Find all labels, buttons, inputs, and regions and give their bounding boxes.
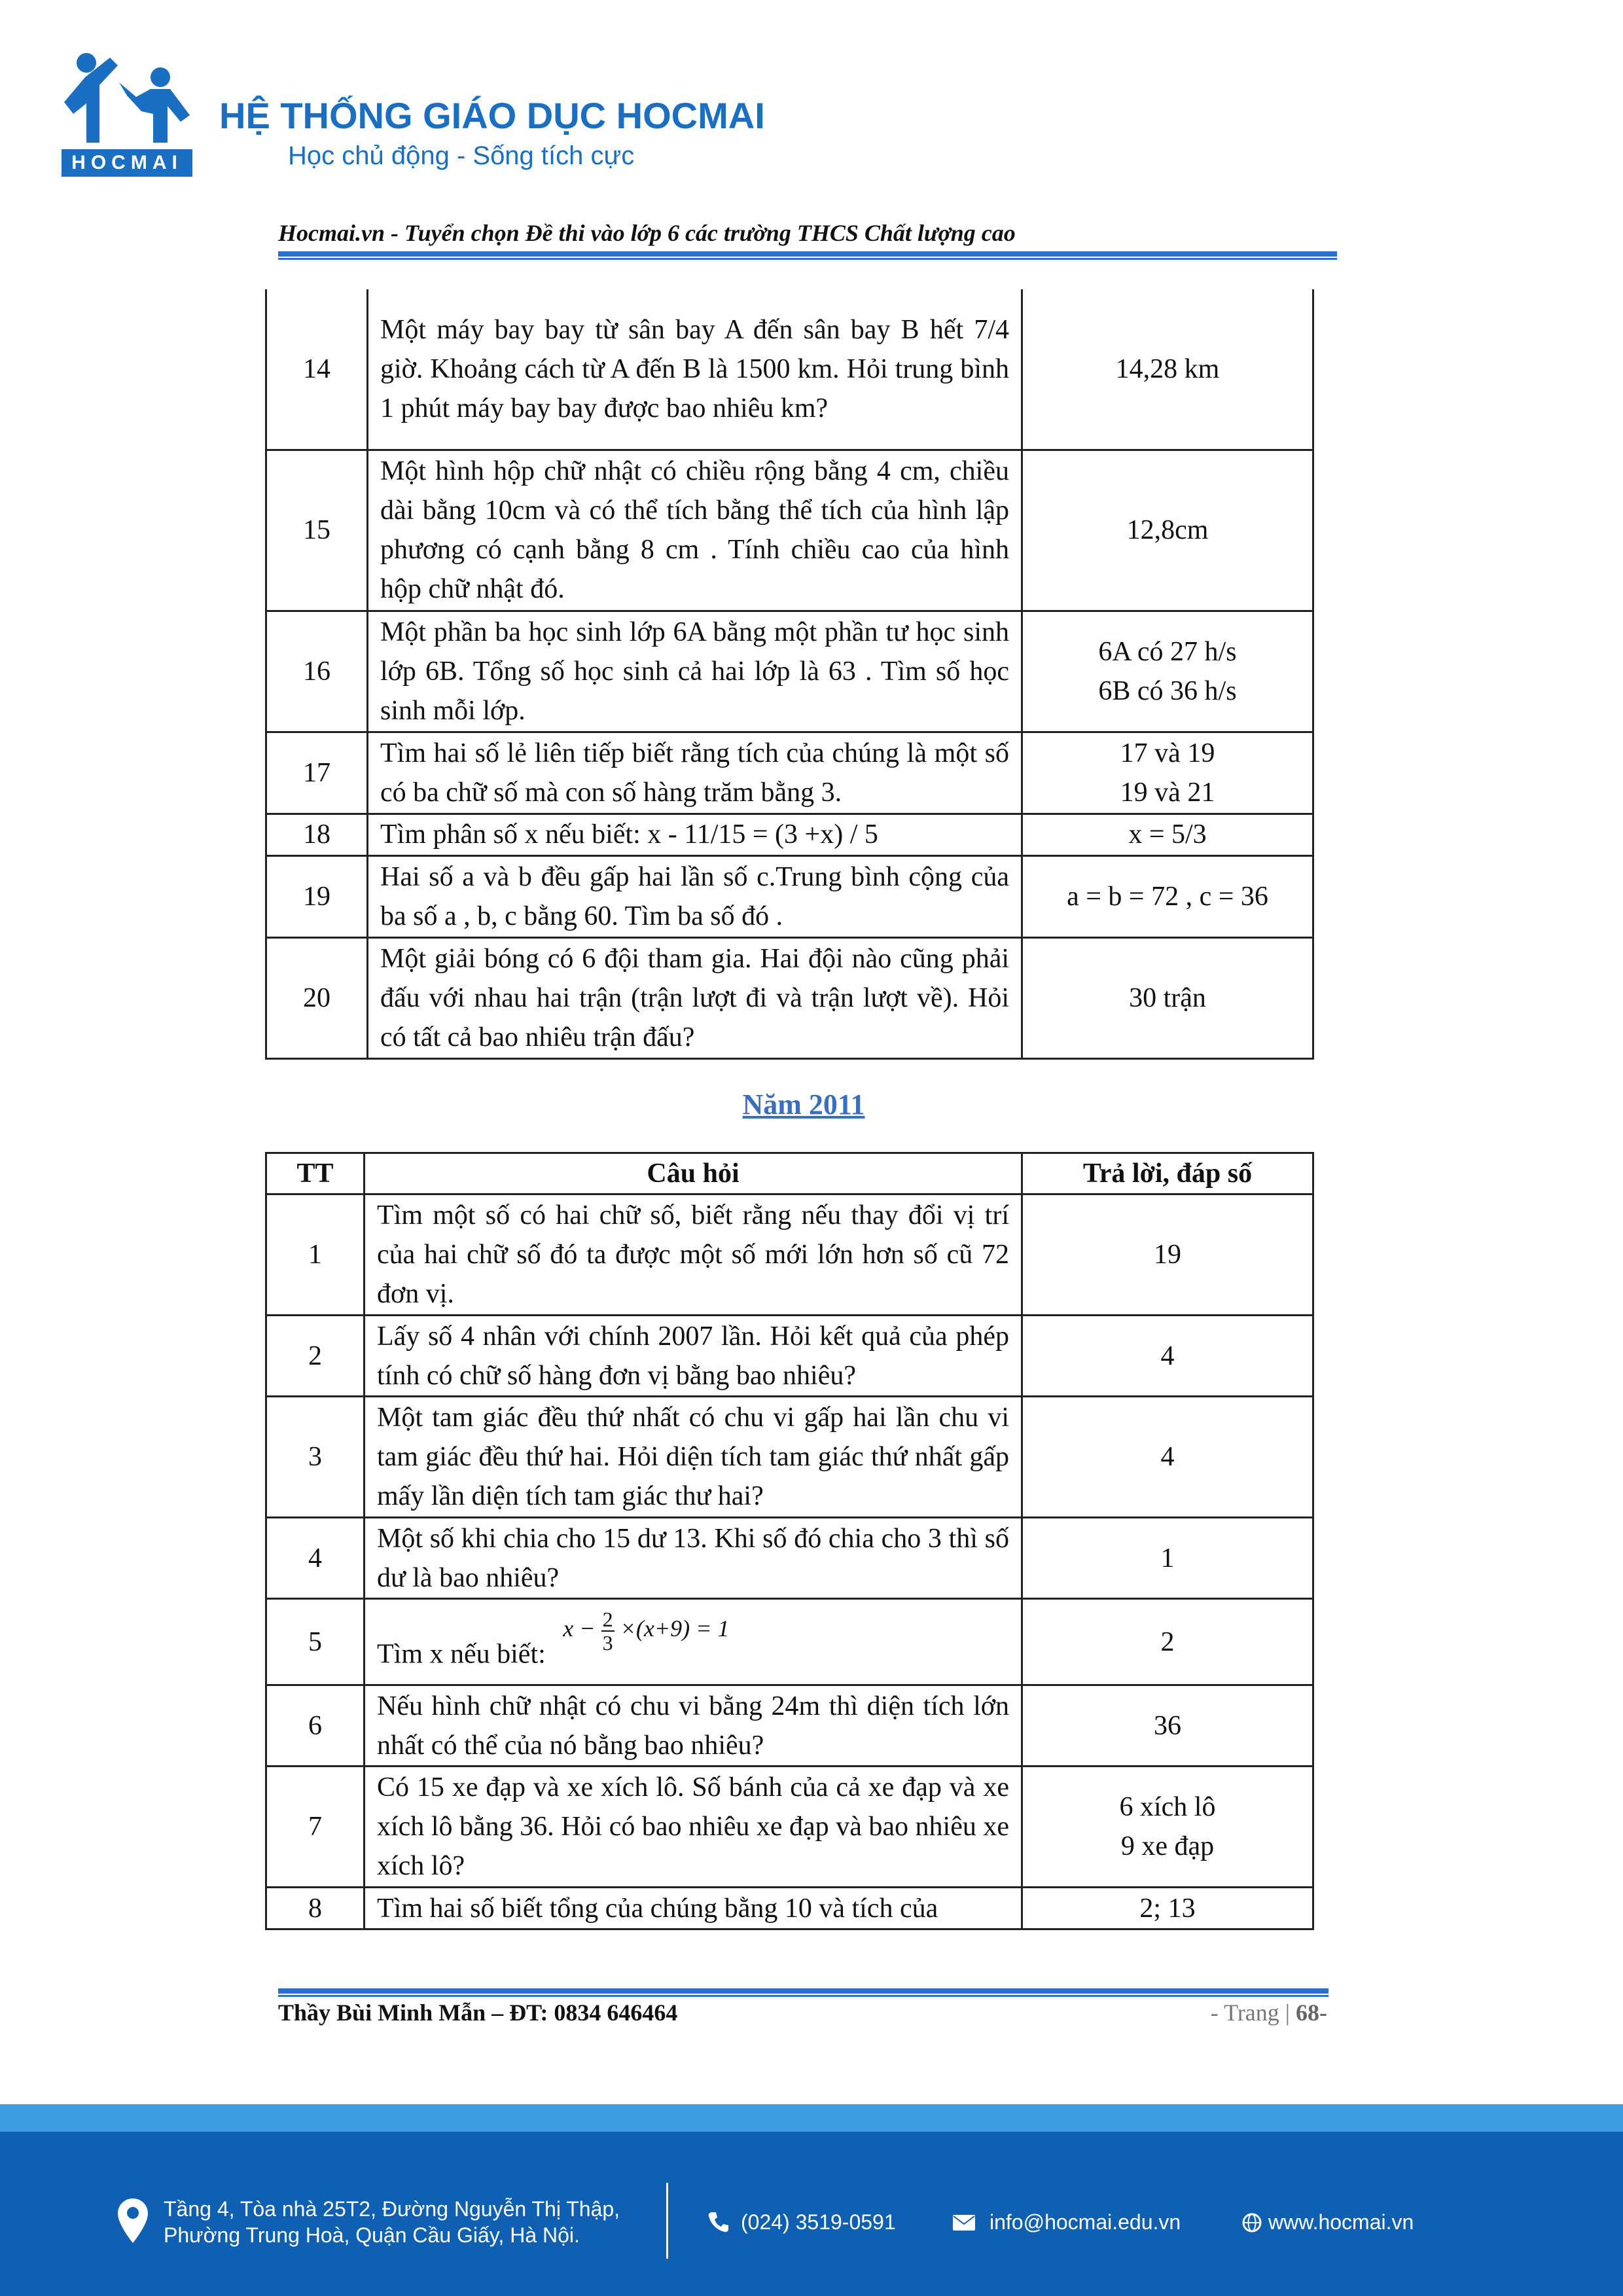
column-header-tt: TT bbox=[266, 1153, 365, 1194]
table-row bbox=[266, 1397, 1313, 1518]
question-text: Một máy bay bay từ sân bay A đến sân bay B hết 7/4 giờ. Khoảng cách từ A đến B là 1500 km. Hỏi trung bình 1 phút máy bay bay được bao nhiêu km? bbox=[368, 289, 1022, 450]
address-line-2: Phường Trung Hoà, Quận Cầu Giấy, Hà Nội. bbox=[164, 2223, 580, 2247]
answer-line: 2 bbox=[1160, 1626, 1175, 1657]
row-number: 14 bbox=[266, 289, 368, 450]
answer-line: 36 bbox=[1154, 1710, 1181, 1741]
answer-cell bbox=[1022, 450, 1313, 611]
answer-line: 19 bbox=[1154, 1240, 1181, 1270]
row-number: 1 bbox=[266, 1194, 365, 1316]
email-address: info@hocmai.edu.vn bbox=[990, 2210, 1181, 2234]
answer-line: 4 bbox=[1160, 1442, 1175, 1472]
answer-line: 6B có 36 h/s bbox=[1098, 675, 1237, 706]
row-number: 8 bbox=[266, 1888, 365, 1929]
answer-cell bbox=[1022, 1767, 1313, 1888]
footer-band-light bbox=[0, 2104, 1623, 2132]
answer-line: 19 và 21 bbox=[1120, 777, 1215, 808]
question-cell bbox=[365, 1599, 1022, 1685]
answer-line: 2; 13 bbox=[1139, 1893, 1196, 1924]
formula-rhs: ×(x+9) = 1 bbox=[620, 1615, 730, 1642]
brand-title: HỆ THỐNG GIÁO DỤC HOCMAI bbox=[219, 95, 765, 136]
footer-rule bbox=[278, 1988, 1329, 1994]
globe-icon bbox=[1242, 2213, 1262, 2233]
brand-header bbox=[59, 51, 975, 182]
answer-line: 30 trận bbox=[1129, 982, 1206, 1013]
row-number: 7 bbox=[266, 1767, 365, 1888]
table-row bbox=[266, 450, 1313, 611]
row-number: 16 bbox=[266, 611, 368, 732]
footer-divider bbox=[666, 2183, 668, 2259]
row-number: 19 bbox=[266, 855, 368, 937]
row-number: 17 bbox=[266, 732, 368, 814]
question-text: Tìm một số có hai chữ số, biết rằng nếu thay đổi vị trí của hai chữ số đó ta được một số mới lớn hơn số cũ 72 đơn vị. bbox=[365, 1194, 1022, 1316]
location-pin-icon bbox=[116, 2197, 149, 2244]
answer-line: 6 xích lô bbox=[1119, 1792, 1216, 1822]
footer-rule-thin bbox=[278, 1995, 1329, 1997]
row-number: 3 bbox=[266, 1397, 365, 1518]
question-text: Một giải bóng có 6 đội tham gia. Hai đội nào cũng phải đấu với nhau hai trận (trận lượt đi và trận lượt về). Hỏi có tất cả bao nhiêu trận đấu? bbox=[368, 937, 1022, 1058]
answer-line: 9 xe đạp bbox=[1120, 1831, 1215, 1861]
question-text: Tìm x nếu biết: bbox=[377, 1639, 546, 1670]
table-row bbox=[266, 855, 1313, 937]
answer-cell bbox=[1022, 289, 1313, 450]
page-prefix: - Trang | bbox=[1210, 2000, 1296, 2026]
question-text: Hai số a và b đều gấp hai lần số c.Trung bình cộng của ba số a , b, c bằng 60. Tìm ba số đó . bbox=[368, 855, 1022, 937]
qa-table-2011 bbox=[265, 1152, 1314, 1930]
question-text: Một số khi chia cho 15 dư 13. Khi số đó chia cho 3 thì số dư là bao nhiêu? bbox=[365, 1518, 1022, 1599]
question-text: Một tam giác đều thứ nhất có chu vi gấp hai lần chu vi tam giác đều thứ hai. Hỏi diện tích tam giác thứ nhất gấp mấy lần diện tích tam giác thư hai? bbox=[365, 1397, 1022, 1518]
table-row bbox=[266, 1518, 1313, 1599]
row-number: 20 bbox=[266, 937, 368, 1058]
logo-label: HOCMAI bbox=[62, 149, 192, 177]
qa-table-continued bbox=[265, 289, 1314, 1060]
table-row bbox=[266, 611, 1313, 732]
page-number-value: 68- bbox=[1296, 2000, 1327, 2026]
question-text: Một hình hộp chữ nhật có chiều rộng bằng 4 cm, chiều dài bằng 10cm và có thể tích bằng thể tích của hình lập phương có cạnh bằng 8 cm . Tính chiều cao của hình hộp chữ nhật đó. bbox=[368, 450, 1022, 611]
row-number: 18 bbox=[266, 814, 368, 855]
answer-line: x = 5/3 bbox=[1128, 819, 1207, 850]
answer-cell bbox=[1022, 937, 1313, 1058]
table-row bbox=[266, 1888, 1313, 1929]
fraction-denominator: 3 bbox=[602, 1631, 613, 1655]
question-text: Tìm phân số x nếu biết: x - 11/15 = (3 +x) / 5 bbox=[368, 814, 1022, 855]
table-row bbox=[266, 814, 1313, 855]
answer-cell bbox=[1022, 1888, 1313, 1929]
answer-line: 14,28 km bbox=[1115, 353, 1220, 384]
section-year-heading: Năm 2011 bbox=[742, 1088, 865, 1121]
column-header-question: Câu hỏi bbox=[365, 1153, 1022, 1194]
answer-cell bbox=[1022, 855, 1313, 937]
table-row bbox=[266, 289, 1313, 450]
answer-line: 6A có 27 h/s bbox=[1098, 636, 1237, 667]
answer-line: 12,8cm bbox=[1126, 515, 1209, 545]
row-number: 6 bbox=[266, 1685, 365, 1767]
answer-cell bbox=[1022, 732, 1313, 814]
email-icon bbox=[952, 2214, 976, 2231]
answer-cell bbox=[1022, 1518, 1313, 1599]
table-row bbox=[266, 937, 1313, 1058]
phone-number: (024) 3519-0591 bbox=[741, 2210, 896, 2234]
question-text: Có 15 xe đạp và xe xích lô. Số bánh của cả xe đạp và xe xích lô bằng 36. Hỏi có bao nhiêu xe đạp và bao nhiêu xe xích lô? bbox=[365, 1767, 1022, 1888]
question-text: Lấy số 4 nhân với chính 2007 lần. Hỏi kết quả của phép tính có chữ số hàng đơn vị bằng bao nhiêu? bbox=[365, 1316, 1022, 1397]
header-rule-thin bbox=[278, 258, 1337, 260]
table-row bbox=[266, 732, 1313, 814]
formula-fraction bbox=[601, 1608, 615, 1654]
address-line-1: Tầng 4, Tòa nhà 25T2, Đường Nguyễn Thị Thập, bbox=[164, 2197, 620, 2221]
column-header-answer: Trả lời, đáp số bbox=[1022, 1153, 1313, 1194]
table-row bbox=[266, 1685, 1313, 1767]
footer-band bbox=[0, 2132, 1623, 2296]
table-row bbox=[266, 1767, 1313, 1888]
answer-cell bbox=[1022, 1316, 1313, 1397]
answer-cell bbox=[1022, 1194, 1313, 1316]
answer-cell bbox=[1022, 1685, 1313, 1767]
table-header-row bbox=[266, 1153, 1313, 1194]
author-contact: Thầy Bùi Minh Mẫn – ĐT: 0834 646464 bbox=[278, 2000, 678, 2026]
answer-cell bbox=[1022, 1599, 1313, 1685]
answer-line: 4 bbox=[1160, 1340, 1175, 1371]
formula bbox=[563, 1607, 730, 1655]
answer-cell bbox=[1022, 611, 1313, 732]
question-text: Một phần ba học sinh lớp 6A bằng một phần tư học sinh lớp 6B. Tổng số học sinh cả hai lớp là 63 . Tìm số học sinh mỗi lớp. bbox=[368, 611, 1022, 732]
page-number bbox=[1211, 1999, 1327, 2026]
table-row bbox=[266, 1194, 1313, 1316]
header-rule bbox=[278, 251, 1337, 257]
question-text: Tìm hai số biết tổng của chúng bằng 10 và tích của bbox=[365, 1888, 1022, 1929]
question-text: Nếu hình chữ nhật có chu vi bằng 24m thì diện tích lớn nhất có thể của nó bằng bao nhiêu? bbox=[365, 1685, 1022, 1767]
answer-line: 17 và 19 bbox=[1120, 738, 1215, 768]
row-number: 15 bbox=[266, 450, 368, 611]
brand-tagline: Học chủ động - Sống tích cực bbox=[288, 141, 635, 170]
running-header: Hocmai.vn - Tuyển chọn Đề thi vào lớp 6 các trường THCS Chất lượng cao bbox=[278, 220, 1016, 246]
answer-cell bbox=[1022, 1397, 1313, 1518]
table-row bbox=[266, 1316, 1313, 1397]
hocmai-logo-icon bbox=[59, 51, 196, 179]
answer-cell bbox=[1022, 814, 1313, 855]
table-row bbox=[266, 1599, 1313, 1685]
answer-line: 1 bbox=[1160, 1543, 1175, 1573]
phone-icon bbox=[707, 2210, 730, 2234]
answer-line: a = b = 72 , c = 36 bbox=[1067, 881, 1268, 912]
row-number: 4 bbox=[266, 1518, 365, 1599]
question-text: Tìm hai số lẻ liên tiếp biết rằng tích của chúng là một số có ba chữ số mà con số hàng trăm bằng 3. bbox=[368, 732, 1022, 814]
row-number: 2 bbox=[266, 1316, 365, 1397]
fraction-numerator: 2 bbox=[602, 1607, 613, 1631]
row-number: 5 bbox=[266, 1599, 365, 1685]
website: www.hocmai.vn bbox=[1268, 2210, 1414, 2234]
formula-lhs: x − bbox=[563, 1615, 596, 1642]
